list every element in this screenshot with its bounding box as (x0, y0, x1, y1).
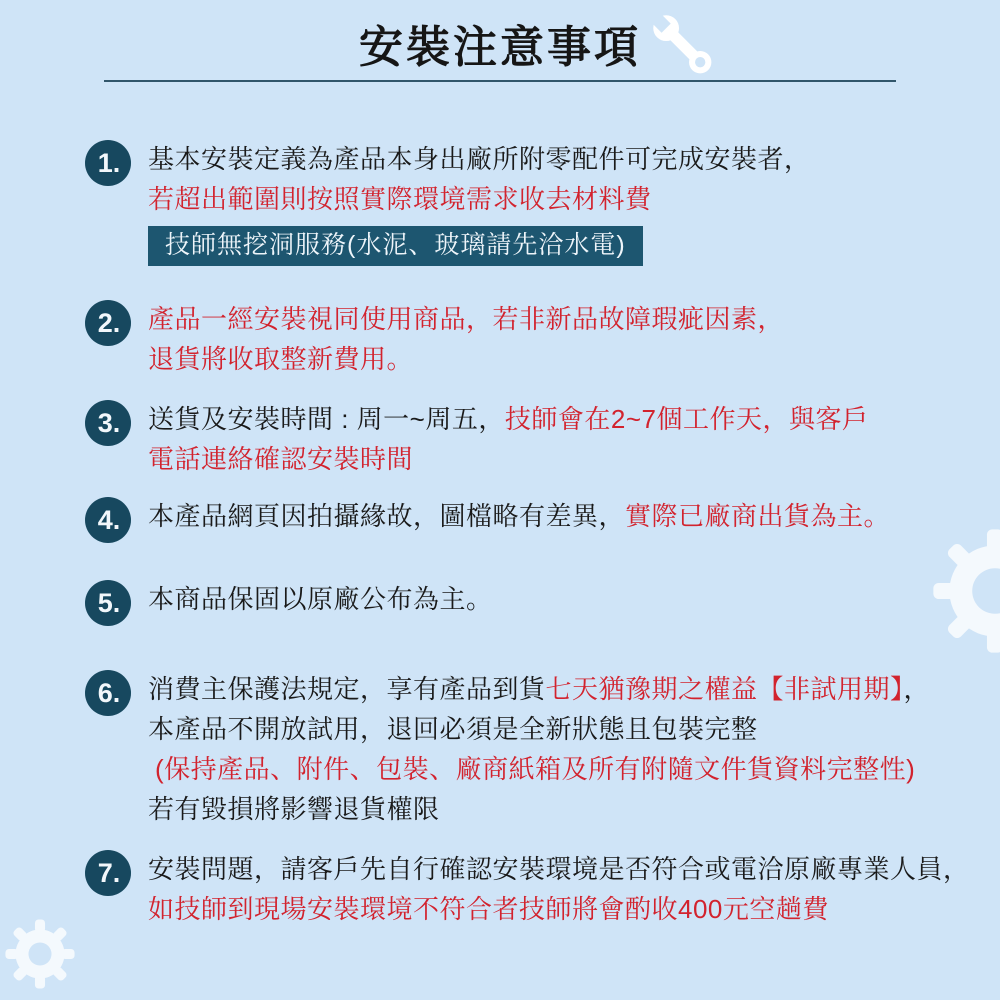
text-segment: 七天猶豫期之權益【非試用期】 (545, 674, 904, 704)
item-text (148, 669, 930, 829)
notice-item-4 (85, 496, 972, 543)
text-segment: 如技師到現場安裝環境不符合者技師將會酌收400元空趟費 (148, 894, 829, 924)
item-text (148, 496, 890, 536)
text-segment: 產品一經安裝視同使用商品，若非新品故障瑕疵因素， (148, 304, 785, 334)
gear-icon (928, 524, 1000, 663)
title-divider (104, 80, 896, 82)
item-text (148, 579, 493, 619)
text-segment: 基本安裝定義為產品本身出廠所附零配件可完成安裝者， (148, 144, 811, 174)
gear-icon (4, 918, 76, 995)
item-text (148, 399, 868, 479)
highlight-box: 技師無挖洞服務(水泥、玻璃請先洽水電) (148, 226, 643, 266)
item-number-badge: 7. (85, 850, 131, 896)
text-segment: 消費主保護法規定，享有產品到貨 (148, 674, 546, 704)
notice-item-6 (85, 669, 972, 829)
wrench-icon (642, 4, 728, 95)
text-segment: 退貨將收取整新費用。 (148, 344, 414, 374)
text-segment: 本商品保固以原廠公布為主。 (148, 584, 493, 614)
text-segment: (保持產品、附件、包裝、廠商紙箱及所有附隨文件貨資料完整性) (155, 754, 916, 784)
notice-item-2 (85, 299, 972, 379)
text-segment: 本產品網頁因拍攝緣故，圖檔略有差異， (148, 501, 626, 531)
text-segment: 本產品不開放試用，退回必須是全新狀態且包裝完整 (148, 714, 758, 744)
text-segment: 安裝問題，請客戶先自行確認安裝環境是否符合或電洽原廠專業人員， (148, 854, 970, 884)
notice-item-5 (85, 579, 972, 626)
notice-item-3 (85, 399, 972, 479)
page-title: 安裝注意事項 (359, 23, 641, 72)
item-number-badge: 2. (85, 300, 131, 346)
item-text (148, 139, 811, 266)
text-segment: 實際已廠商出貨為主。 (625, 501, 891, 531)
text-segment: 電話連絡確認安裝時間 (148, 444, 414, 474)
text-segment: 技師會在2~7個工作天，與客戶 (504, 404, 869, 434)
item-text (148, 299, 784, 379)
notice-item-7 (85, 849, 972, 929)
item-number-badge: 4. (85, 497, 131, 543)
item-number-badge: 5. (85, 580, 131, 626)
item-text (148, 849, 970, 929)
item-number-badge: 3. (85, 400, 131, 446)
text-segment: 若有毀損將影響退貨權限 (148, 794, 440, 824)
text-segment: 送貨及安裝時間 : 周一~周五， (148, 404, 505, 434)
notice-item-1 (85, 139, 972, 266)
item-number-badge: 1. (85, 140, 131, 186)
text-segment: ， (903, 674, 931, 704)
item-number-badge: 6. (85, 670, 131, 716)
page-header (0, 0, 1000, 82)
text-segment: 若超出範圍則按照實際環境需求收去材料費 (148, 184, 652, 214)
